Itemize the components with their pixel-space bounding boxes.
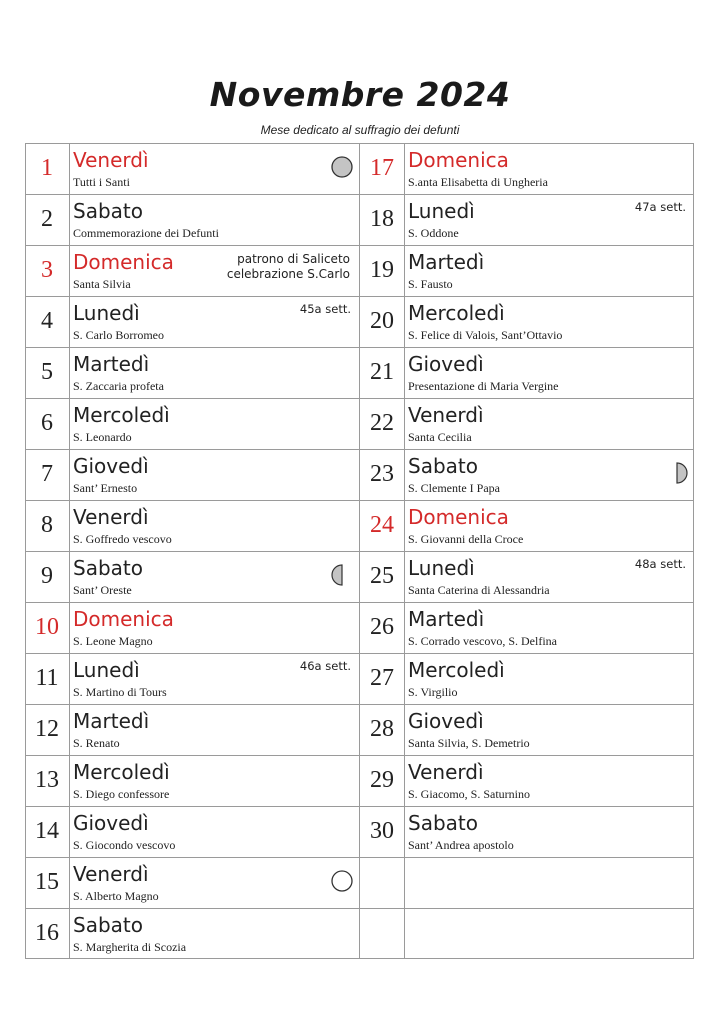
weekday-name: Martedì (73, 709, 150, 733)
week-number: 46a sett. (299, 659, 351, 673)
day-row (25, 653, 359, 704)
weekday-name: Sabato (408, 811, 478, 835)
weekday-name: Lunedì (73, 301, 140, 325)
week-number: 45a sett. (299, 302, 351, 316)
day-number: 10 (35, 614, 59, 640)
grid-divider (25, 296, 694, 297)
day-number: 28 (370, 716, 394, 742)
week-number: 48a sett. (634, 557, 686, 571)
saint-name: Santa Caterina di Alessandria (408, 583, 550, 597)
weekday-name: Venerdì (73, 862, 149, 886)
grid-divider (25, 602, 694, 603)
day-number: 15 (35, 869, 59, 895)
saint-name: S.anta Elisabetta di Ungheria (408, 175, 548, 189)
week-number: 47a sett. (634, 200, 686, 214)
saint-name: S. Giacomo, S. Saturnino (408, 787, 530, 801)
day-number: 3 (41, 257, 53, 283)
saint-name: S. Fausto (408, 277, 453, 291)
grid-divider (25, 755, 694, 756)
first-quarter-moon-icon (331, 564, 353, 586)
day-row (360, 194, 694, 245)
day-number: 19 (370, 257, 394, 283)
weekday-name: Lunedì (408, 556, 475, 580)
day-number: 9 (41, 563, 53, 589)
day-row (360, 602, 694, 653)
day-number: 13 (35, 767, 59, 793)
new-moon-icon (331, 870, 353, 892)
day-row (360, 296, 694, 347)
grid-divider (25, 347, 694, 348)
weekday-name: Giovedì (73, 811, 149, 835)
saint-name: S. Clemente I Papa (408, 481, 500, 495)
day-number: 6 (41, 410, 53, 436)
day-row (360, 245, 694, 296)
saint-name: Presentazione di Maria Vergine (408, 379, 559, 393)
weekday-name: Lunedì (73, 658, 140, 682)
saint-name: S. Alberto Magno (73, 889, 159, 903)
day-number: 16 (35, 920, 59, 946)
grid-divider (25, 245, 694, 246)
day-row (25, 704, 359, 755)
saint-name: S. Oddone (408, 226, 459, 240)
day-number: 30 (370, 818, 394, 844)
grid-divider (25, 194, 694, 195)
day-row (25, 347, 359, 398)
day-number: 26 (370, 614, 394, 640)
day-row (25, 449, 359, 500)
day-number: 23 (370, 461, 394, 487)
day-number: 21 (370, 359, 394, 385)
grid-divider (25, 908, 694, 909)
saint-name: S. Zaccaria profeta (73, 379, 164, 393)
day-row (25, 602, 359, 653)
weekday-name: Domenica (73, 607, 174, 631)
day-row (25, 194, 359, 245)
day-row (25, 398, 359, 449)
full-moon-icon (331, 156, 353, 178)
grid-divider (25, 857, 694, 858)
day-number: 27 (370, 665, 394, 691)
weekday-name: Sabato (73, 199, 143, 223)
saint-name: S. Corrado vescovo, S. Delfina (408, 634, 557, 648)
saint-name: S. Giocondo vescovo (73, 838, 176, 852)
saint-name: S. Renato (73, 736, 120, 750)
day-row (360, 347, 694, 398)
day-row (25, 857, 359, 908)
day-number: 2 (41, 206, 53, 232)
weekday-name: Sabato (408, 454, 478, 478)
day-row (360, 143, 694, 194)
weekday-name: Domenica (408, 505, 509, 529)
weekday-name: Martedì (73, 352, 150, 376)
weekday-name: Mercoledì (408, 658, 505, 682)
saint-name: Sant’ Ernesto (73, 481, 138, 495)
weekday-name: Martedì (408, 607, 485, 631)
saint-name: Santa Cecilia (408, 430, 472, 444)
day-row (25, 755, 359, 806)
saint-name: Santa Silvia (73, 277, 131, 291)
weekday-name: Mercoledì (408, 301, 505, 325)
saint-name: S. Diego confessore (73, 787, 170, 801)
day-row (360, 398, 694, 449)
day-number: 12 (35, 716, 59, 742)
weekday-name: Domenica (73, 250, 174, 274)
day-number: 22 (370, 410, 394, 436)
saint-name: S. Leone Magno (73, 634, 153, 648)
day-row (25, 245, 359, 296)
day-number: 8 (41, 512, 53, 538)
calendar-grid (25, 143, 694, 958)
day-number: 14 (35, 818, 59, 844)
grid-divider (25, 398, 694, 399)
day-row (360, 449, 694, 500)
day-number: 29 (370, 767, 394, 793)
event-note-line: celebrazione S.Carlo (226, 267, 350, 281)
grid-divider (25, 551, 694, 552)
day-row (25, 296, 359, 347)
weekday-name: Venerdì (408, 403, 484, 427)
weekday-name: Mercoledì (73, 403, 170, 427)
day-number: 17 (370, 155, 394, 181)
grid-divider (25, 806, 694, 807)
event-note-line: patrono di Saliceto (237, 252, 350, 266)
day-row (360, 806, 694, 857)
day-number: 5 (41, 359, 53, 385)
day-number: 4 (41, 308, 53, 334)
saint-name: S. Goffredo vescovo (73, 532, 172, 546)
weekday-name: Giovedì (408, 352, 484, 376)
day-number: 20 (370, 308, 394, 334)
day-number: 7 (41, 461, 53, 487)
last-quarter-moon-icon (666, 462, 688, 484)
day-row (25, 551, 359, 602)
saint-name: Sant’ Oreste (73, 583, 132, 597)
weekday-name: Giovedì (73, 454, 149, 478)
saint-name: S. Felice di Valois, Sant’Ottavio (408, 328, 563, 342)
page-title: Novembre 2024 (209, 75, 511, 114)
weekday-name: Sabato (73, 556, 143, 580)
weekday-name: Giovedì (408, 709, 484, 733)
saint-name: Santa Silvia, S. Demetrio (408, 736, 530, 750)
day-number: 11 (35, 665, 59, 691)
day-row (25, 806, 359, 857)
weekday-name: Domenica (408, 148, 509, 172)
saint-name: Tutti i Santi (73, 175, 130, 189)
day-row (25, 143, 359, 194)
saint-name: S. Leonardo (73, 430, 132, 444)
weekday-name: Lunedì (408, 199, 475, 223)
saint-name: S. Carlo Borromeo (73, 328, 164, 342)
weekday-name: Venerdì (73, 148, 149, 172)
day-row (25, 908, 359, 959)
weekday-name: Venerdì (73, 505, 149, 529)
grid-border (25, 958, 694, 959)
day-row (25, 500, 359, 551)
weekday-name: Sabato (73, 913, 143, 937)
day-number: 18 (370, 206, 394, 232)
day-number: 24 (370, 512, 394, 538)
grid-divider (25, 653, 694, 654)
saint-name: Commemorazione dei Defunti (73, 226, 219, 240)
day-row (360, 551, 694, 602)
weekday-name: Venerdì (408, 760, 484, 784)
day-number: 25 (370, 563, 394, 589)
weekday-name: Martedì (408, 250, 485, 274)
event-note (227, 252, 350, 282)
day-row (360, 653, 694, 704)
day-row (360, 704, 694, 755)
grid-divider (25, 449, 694, 450)
grid-divider (25, 500, 694, 501)
saint-name: Sant’ Andrea apostolo (408, 838, 514, 852)
page-subtitle: Mese dedicato al suffragio dei defunti (260, 123, 460, 137)
saint-name: S. Martino di Tours (73, 685, 167, 699)
day-number: 1 (41, 155, 53, 181)
saint-name: S. Giovanni della Croce (408, 532, 524, 546)
grid-divider (25, 704, 694, 705)
weekday-name: Mercoledì (73, 760, 170, 784)
saint-name: S. Virgilio (408, 685, 458, 699)
day-row (360, 755, 694, 806)
day-row (360, 500, 694, 551)
saint-name: S. Margherita di Scozia (73, 940, 187, 954)
